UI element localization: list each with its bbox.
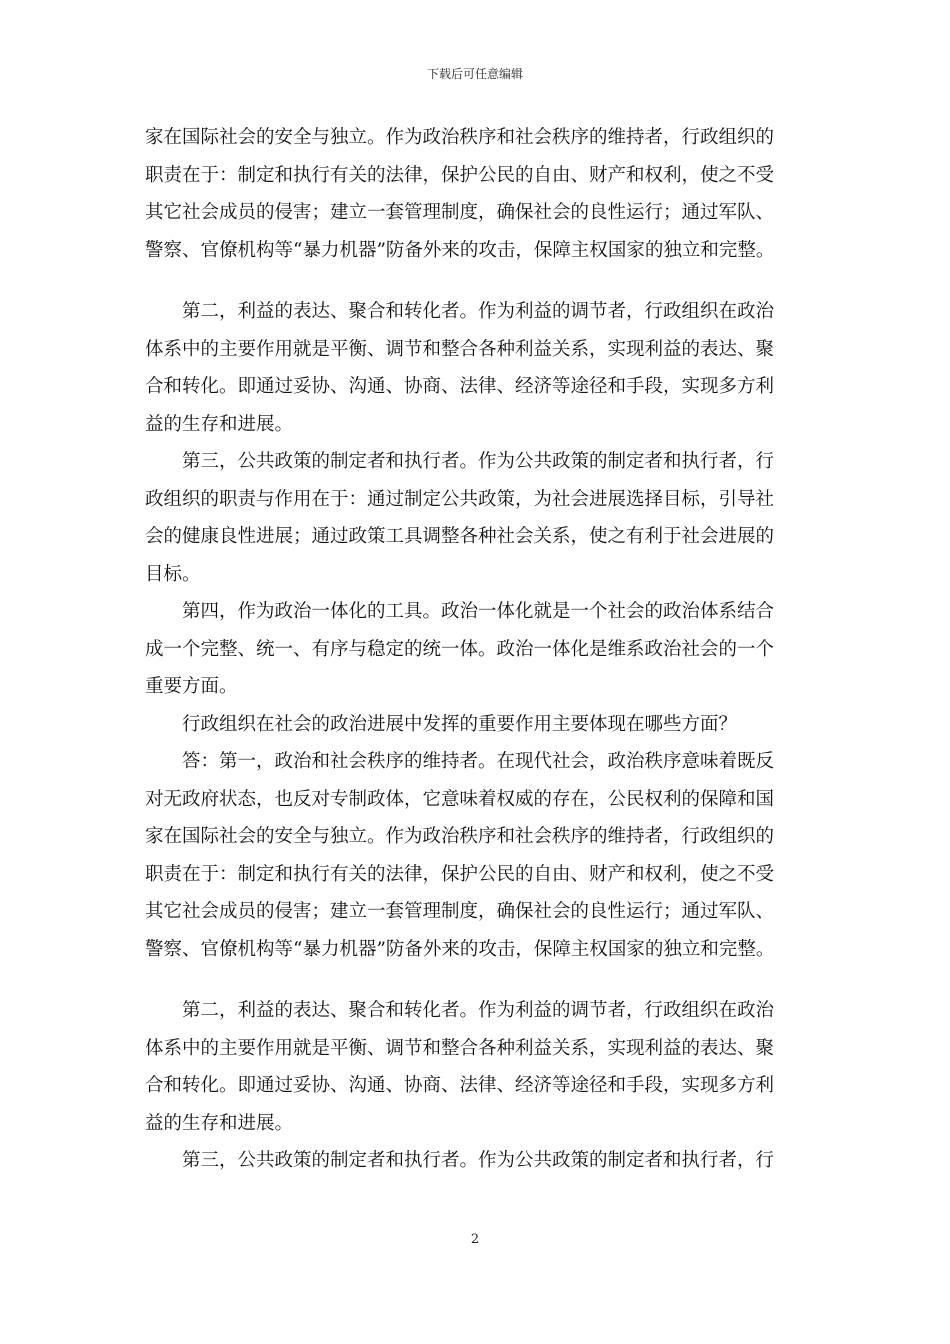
- text-line: 家在国际社会的安全与独立。作为政治秩序和社会秩序的维持者，行政组织的: [145, 826, 775, 847]
- text-line: 合和转化。即通过妥协、沟通、协商、法律、经济等途径和手段，实现多方利: [145, 376, 775, 397]
- text-line: 职责在于：制定和执行有关的法律，保护公民的自由、财产和权利，使之不受: [145, 863, 775, 885]
- text-line: 合和转化。即通过妥协、沟通、协商、法律、经济等途径和手段，实现多方利: [145, 1075, 775, 1096]
- text-line: 成一个完整、统一、有序与稳定的统一体。政治一体化是维系政治社会的一个: [145, 638, 775, 660]
- paragraph-continuation-security: [145, 119, 815, 269]
- text-line: 警察、官僚机构等“暴力机器”防备外来的攻击，保障主权国家的独立和完整。: [145, 938, 775, 960]
- text-line: 第二，利益的表达、聚合和转化者。作为利益的调节者，行政组织在政治: [182, 1000, 775, 1021]
- paragraph-second-interests-repeat: [145, 992, 815, 1142]
- text-line: 答：第一，政治和社会秩序的维持者。在现代社会，政治秩序意味着既反: [182, 751, 775, 772]
- paragraph-fourth-integration: [145, 593, 815, 706]
- text-line: 目标。: [145, 563, 201, 585]
- text-line: 对无政府状态，也反对专制政体，它意味着权威的存在，公民权利的保障和国: [145, 788, 775, 810]
- paragraph-answer-first: [145, 743, 815, 968]
- text-line: 职责在于：制定和执行有关的法律，保护公民的自由、财产和权利，使之不受: [145, 164, 775, 186]
- document-body: [145, 119, 815, 1180]
- text-line: 其它社会成员的侵害；建立一套管理制度，确保社会的良性运行；通过军队、: [145, 901, 775, 922]
- paragraph-third-policy: [145, 443, 815, 593]
- text-line: 益的生存和进展。: [145, 1112, 294, 1134]
- text-line: 第四，作为政治一体化的工具。政治一体化就是一个社会的政治体系结合: [182, 601, 775, 622]
- text-line: 益的生存和进展。: [145, 413, 294, 435]
- text-line: 警察、官僚机构等“暴力机器”防备外来的攻击，保障主权国家的独立和完整。: [145, 239, 775, 261]
- paragraph-second-interests: [145, 293, 815, 443]
- text-line: 体系中的主要作用就是平衡、调节和整合各种利益关系，实现利益的表达、聚: [145, 1037, 775, 1059]
- text-line: 体系中的主要作用就是平衡、调节和整合各种利益关系，实现利益的表达、聚: [145, 338, 775, 360]
- text-line: 重要方面。: [145, 676, 238, 697]
- text-line: 第三，公共政策的制定者和执行者。作为公共政策的制定者和执行者，行: [182, 451, 775, 472]
- text-line: 家在国际社会的安全与独立。作为政治秩序和社会秩序的维持者，行政组织的: [145, 127, 775, 148]
- text-line: 会的健康良性进展；通过政策工具调整各种社会关系，使之有利于社会进展的: [145, 526, 775, 547]
- text-line: 第三，公共政策的制定者和执行者。作为公共政策的制定者和执行者，行: [182, 1150, 775, 1171]
- text-line: 政组织的职责与作用在于：通过制定公共政策，为社会进展选择目标，引导社: [145, 488, 775, 510]
- text-line: 第二，利益的表达、聚合和转化者。作为利益的调节者，行政组织在政治: [182, 301, 775, 322]
- paragraph-question: [145, 706, 815, 744]
- text-line: 其它社会成员的侵害；建立一套管理制度，确保社会的良性运行；通过军队、: [145, 202, 775, 223]
- page-header: 下载后可任意编辑: [426, 67, 523, 81]
- text-line: 行政组织在社会的政治进展中发挥的重要作用主要体现在哪些方面？: [182, 713, 738, 735]
- paragraph-third-policy-repeat: [145, 1142, 815, 1180]
- page-number: 2: [470, 1232, 480, 1247]
